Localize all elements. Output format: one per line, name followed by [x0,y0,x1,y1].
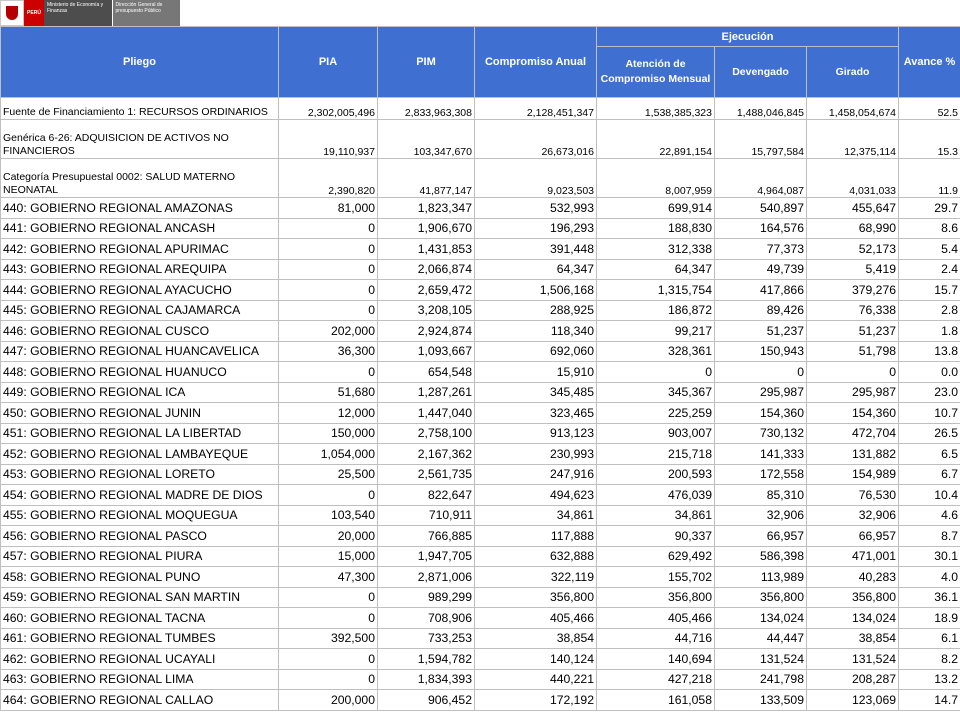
value-cell: 629,492 [597,546,715,567]
value-cell: 4.0 [899,567,960,588]
value-cell: 25,500 [279,464,378,485]
value-cell: 0 [279,280,378,301]
table-row [1,362,960,383]
value-cell: 32,906 [715,505,807,526]
value-cell: 225,259 [597,403,715,424]
table-body [1,198,960,711]
pliego-name-cell: 446: GOBIERNO REGIONAL CUSCO [1,321,279,342]
value-cell: 38,854 [475,628,597,649]
value-cell: 66,957 [715,526,807,547]
table-row [1,218,960,239]
summary-value: 15.3 [899,120,960,159]
value-cell: 345,485 [475,382,597,403]
pliego-name-cell: 457: GOBIERNO REGIONAL PIURA [1,546,279,567]
value-cell: 13.8 [899,341,960,362]
summary-value: 4,964,087 [715,159,807,198]
value-cell: 2,561,735 [378,464,475,485]
table-row [1,280,960,301]
table-row [1,567,960,588]
value-cell: 230,993 [475,444,597,465]
value-cell: 66,957 [807,526,899,547]
value-cell: 247,916 [475,464,597,485]
value-cell: 0 [279,587,378,608]
value-cell: 2,066,874 [378,259,475,280]
table-row [1,423,960,444]
value-cell: 118,340 [475,321,597,342]
value-cell: 3,208,105 [378,300,475,321]
value-cell: 131,882 [807,444,899,465]
value-cell: 1,906,670 [378,218,475,239]
value-cell: 312,338 [597,239,715,260]
value-cell: 532,993 [475,198,597,219]
value-cell: 133,509 [715,690,807,711]
table-row [1,464,960,485]
value-cell: 710,911 [378,505,475,526]
value-cell: 1.8 [899,321,960,342]
value-cell: 1,823,347 [378,198,475,219]
value-cell: 99,217 [597,321,715,342]
pliego-name-cell: 448: GOBIERNO REGIONAL HUANUCO [1,362,279,383]
value-cell: 0 [279,259,378,280]
value-cell: 49,739 [715,259,807,280]
value-cell: 906,452 [378,690,475,711]
pliego-name-cell: 440: GOBIERNO REGIONAL AMAZONAS [1,198,279,219]
value-cell: 51,680 [279,382,378,403]
pliego-name-cell: 445: GOBIERNO REGIONAL CAJAMARCA [1,300,279,321]
summary-value: 11.9 [899,159,960,198]
value-cell: 134,024 [715,608,807,629]
value-cell: 0 [279,608,378,629]
value-cell: 8.2 [899,649,960,670]
value-cell: 141,333 [715,444,807,465]
value-cell: 692,060 [475,341,597,362]
header-pim: PIM [378,27,475,98]
value-cell: 0 [807,362,899,383]
summary-label: Genérica 6-26: ADQUISICION DE ACTIVOS NO FINANCIEROS [1,120,279,159]
value-cell: 38,854 [807,628,899,649]
value-cell: 471,001 [807,546,899,567]
table-row [1,546,960,567]
value-cell: 323,465 [475,403,597,424]
value-cell: 1,947,705 [378,546,475,567]
value-cell: 202,000 [279,321,378,342]
summary-value: 1,458,054,674 [807,98,899,120]
value-cell: 766,885 [378,526,475,547]
value-cell: 328,361 [597,341,715,362]
value-cell: 85,310 [715,485,807,506]
value-cell: 18.9 [899,608,960,629]
value-cell: 44,716 [597,628,715,649]
value-cell: 1,834,393 [378,669,475,690]
value-cell: 89,426 [715,300,807,321]
value-cell: 405,466 [597,608,715,629]
value-cell: 161,058 [597,690,715,711]
table-row [1,669,960,690]
value-cell: 26.5 [899,423,960,444]
value-cell: 51,237 [715,321,807,342]
value-cell: 36,300 [279,341,378,362]
value-cell: 172,558 [715,464,807,485]
pliego-name-cell: 455: GOBIERNO REGIONAL MOQUEGUA [1,505,279,526]
value-cell: 52,173 [807,239,899,260]
table-row [1,382,960,403]
value-cell: 215,718 [597,444,715,465]
value-cell: 20,000 [279,526,378,547]
value-cell: 164,576 [715,218,807,239]
value-cell: 1,093,667 [378,341,475,362]
summary-value: 52.5 [899,98,960,120]
summary-label: Categoría Presupuestal 0002: SALUD MATERNO NEONATAL [1,159,279,198]
value-cell: 51,798 [807,341,899,362]
value-cell: 989,299 [378,587,475,608]
value-cell: 1,447,040 [378,403,475,424]
pliego-name-cell: 441: GOBIERNO REGIONAL ANCASH [1,218,279,239]
value-cell: 0 [279,669,378,690]
value-cell: 0 [279,300,378,321]
summary-row [1,159,960,198]
value-cell: 123,069 [807,690,899,711]
value-cell: 295,987 [807,382,899,403]
pliego-name-cell: 452: GOBIERNO REGIONAL LAMBAYEQUE [1,444,279,465]
value-cell: 6.7 [899,464,960,485]
header-pliego: Pliego [1,27,279,98]
value-cell: 154,360 [715,403,807,424]
value-cell: 76,338 [807,300,899,321]
value-cell: 356,800 [807,587,899,608]
logo-office: Dirección General de presupuesto Público [112,0,181,26]
value-cell: 32,906 [807,505,899,526]
pliego-name-cell: 447: GOBIERNO REGIONAL HUANCAVELICA [1,341,279,362]
table-row [1,259,960,280]
table-row [1,198,960,219]
pliego-name-cell: 450: GOBIERNO REGIONAL JUNIN [1,403,279,424]
value-cell: 10.4 [899,485,960,506]
header-compromiso: Compromiso Anual [475,27,597,98]
summary-value: 1,538,385,323 [597,98,715,120]
table-row [1,649,960,670]
value-cell: 117,888 [475,526,597,547]
pliego-name-cell: 458: GOBIERNO REGIONAL PUNO [1,567,279,588]
value-cell: 40,283 [807,567,899,588]
pliego-name-cell: 459: GOBIERNO REGIONAL SAN MARTIN [1,587,279,608]
value-cell: 200,593 [597,464,715,485]
table-row [1,690,960,711]
summary-value: 12,375,114 [807,120,899,159]
value-cell: 34,861 [597,505,715,526]
value-cell: 90,337 [597,526,715,547]
value-cell: 15,000 [279,546,378,567]
value-cell: 2.4 [899,259,960,280]
value-cell: 2,167,362 [378,444,475,465]
value-cell: 172,192 [475,690,597,711]
value-cell: 1,594,782 [378,649,475,670]
logo-country: PERÚ [24,0,44,26]
ministry-logo [0,0,180,26]
table-row [1,300,960,321]
value-cell: 356,800 [475,587,597,608]
value-cell: 8.6 [899,218,960,239]
value-cell: 0 [279,485,378,506]
value-cell: 427,218 [597,669,715,690]
value-cell: 440,221 [475,669,597,690]
value-cell: 417,866 [715,280,807,301]
pliego-name-cell: 462: GOBIERNO REGIONAL UCAYALI [1,649,279,670]
value-cell: 356,800 [597,587,715,608]
value-cell: 6.1 [899,628,960,649]
value-cell: 12,000 [279,403,378,424]
header-devengado: Devengado [715,47,807,98]
value-cell: 241,798 [715,669,807,690]
value-cell: 68,990 [807,218,899,239]
table-row [1,444,960,465]
value-cell: 34,861 [475,505,597,526]
value-cell: 379,276 [807,280,899,301]
value-cell: 150,943 [715,341,807,362]
value-cell: 81,000 [279,198,378,219]
budget-table [0,26,960,711]
value-cell: 730,132 [715,423,807,444]
value-cell: 113,989 [715,567,807,588]
value-cell: 29.7 [899,198,960,219]
value-cell: 76,530 [807,485,899,506]
value-cell: 733,253 [378,628,475,649]
summary-label: Fuente de Financiamiento 1: RECURSOS ORDINARIOS [1,98,279,120]
value-cell: 2,659,472 [378,280,475,301]
value-cell: 23.0 [899,382,960,403]
value-cell: 1,431,853 [378,239,475,260]
summary-value: 26,673,016 [475,120,597,159]
table-row [1,341,960,362]
value-cell: 0 [279,362,378,383]
value-cell: 405,466 [475,608,597,629]
value-cell: 13.2 [899,669,960,690]
pliego-name-cell: 461: GOBIERNO REGIONAL TUMBES [1,628,279,649]
value-cell: 0 [279,218,378,239]
summary-value: 2,128,451,347 [475,98,597,120]
value-cell: 913,123 [475,423,597,444]
value-cell: 708,906 [378,608,475,629]
table-row [1,485,960,506]
value-cell: 140,124 [475,649,597,670]
value-cell: 154,989 [807,464,899,485]
value-cell: 0.0 [899,362,960,383]
summary-value: 2,833,963,308 [378,98,475,120]
logo-ministry: Ministerio de Economía y Finanzas [44,0,112,26]
table-row [1,403,960,424]
summary-value: 103,347,670 [378,120,475,159]
value-cell: 356,800 [715,587,807,608]
value-cell: 1,054,000 [279,444,378,465]
header-pia: PIA [279,27,378,98]
table-header [1,27,960,98]
value-cell: 5.4 [899,239,960,260]
value-cell: 1,315,754 [597,280,715,301]
summary-value: 41,877,147 [378,159,475,198]
summary-value: 9,023,503 [475,159,597,198]
value-cell: 15,910 [475,362,597,383]
value-cell: 10.7 [899,403,960,424]
value-cell: 632,888 [475,546,597,567]
value-cell: 150,000 [279,423,378,444]
summary-section [1,98,960,198]
table-row [1,608,960,629]
pliego-name-cell: 463: GOBIERNO REGIONAL LIMA [1,669,279,690]
value-cell: 1,287,261 [378,382,475,403]
summary-row [1,120,960,159]
value-cell: 8.7 [899,526,960,547]
summary-row [1,98,960,120]
value-cell: 2.8 [899,300,960,321]
value-cell: 494,623 [475,485,597,506]
header-atencion: Atención de Compromiso Mensual [597,47,715,98]
value-cell: 903,007 [597,423,715,444]
value-cell: 455,647 [807,198,899,219]
pliego-name-cell: 444: GOBIERNO REGIONAL AYACUCHO [1,280,279,301]
pliego-name-cell: 460: GOBIERNO REGIONAL TACNA [1,608,279,629]
summary-value: 2,390,820 [279,159,378,198]
value-cell: 200,000 [279,690,378,711]
header-avance: Avance % [899,27,960,98]
value-cell: 77,373 [715,239,807,260]
pliego-name-cell: 454: GOBIERNO REGIONAL MADRE DE DIOS [1,485,279,506]
header-ejecucion: Ejecución [597,27,899,47]
value-cell: 196,293 [475,218,597,239]
summary-value: 15,797,584 [715,120,807,159]
value-cell: 51,237 [807,321,899,342]
summary-value: 8,007,959 [597,159,715,198]
value-cell: 15.7 [899,280,960,301]
value-cell: 2,871,006 [378,567,475,588]
value-cell: 208,287 [807,669,899,690]
value-cell: 288,925 [475,300,597,321]
summary-value: 4,031,033 [807,159,899,198]
value-cell: 64,347 [597,259,715,280]
value-cell: 131,524 [807,649,899,670]
value-cell: 822,647 [378,485,475,506]
summary-value: 2,302,005,496 [279,98,378,120]
value-cell: 0 [279,649,378,670]
pliego-name-cell: 453: GOBIERNO REGIONAL LORETO [1,464,279,485]
value-cell: 540,897 [715,198,807,219]
summary-value: 22,891,154 [597,120,715,159]
value-cell: 154,360 [807,403,899,424]
value-cell: 699,914 [597,198,715,219]
value-cell: 134,024 [807,608,899,629]
summary-value: 19,110,937 [279,120,378,159]
pliego-name-cell: 449: GOBIERNO REGIONAL ICA [1,382,279,403]
pliego-name-cell: 451: GOBIERNO REGIONAL LA LIBERTAD [1,423,279,444]
value-cell: 188,830 [597,218,715,239]
summary-value: 1,488,046,845 [715,98,807,120]
value-cell: 4.6 [899,505,960,526]
value-cell: 30.1 [899,546,960,567]
value-cell: 103,540 [279,505,378,526]
value-cell: 476,039 [597,485,715,506]
value-cell: 186,872 [597,300,715,321]
value-cell: 322,119 [475,567,597,588]
table-row [1,321,960,342]
value-cell: 2,758,100 [378,423,475,444]
value-cell: 0 [279,239,378,260]
value-cell: 64,347 [475,259,597,280]
table-row [1,628,960,649]
value-cell: 2,924,874 [378,321,475,342]
table-row [1,526,960,547]
value-cell: 131,524 [715,649,807,670]
value-cell: 47,300 [279,567,378,588]
value-cell: 654,548 [378,362,475,383]
value-cell: 5,419 [807,259,899,280]
value-cell: 0 [597,362,715,383]
value-cell: 6.5 [899,444,960,465]
value-cell: 0 [715,362,807,383]
table-row [1,587,960,608]
value-cell: 44,447 [715,628,807,649]
header-girado: Girado [807,47,899,98]
table-row [1,239,960,260]
value-cell: 155,702 [597,567,715,588]
value-cell: 472,704 [807,423,899,444]
value-cell: 391,448 [475,239,597,260]
pliego-name-cell: 443: GOBIERNO REGIONAL AREQUIPA [1,259,279,280]
value-cell: 36.1 [899,587,960,608]
value-cell: 140,694 [597,649,715,670]
value-cell: 1,506,168 [475,280,597,301]
value-cell: 392,500 [279,628,378,649]
value-cell: 586,398 [715,546,807,567]
pliego-name-cell: 456: GOBIERNO REGIONAL PASCO [1,526,279,547]
pliego-name-cell: 442: GOBIERNO REGIONAL APURIMAC [1,239,279,260]
value-cell: 295,987 [715,382,807,403]
coat-of-arms-icon [0,0,24,26]
value-cell: 14.7 [899,690,960,711]
pliego-name-cell: 464: GOBIERNO REGIONAL CALLAO [1,690,279,711]
table-row [1,505,960,526]
value-cell: 345,367 [597,382,715,403]
